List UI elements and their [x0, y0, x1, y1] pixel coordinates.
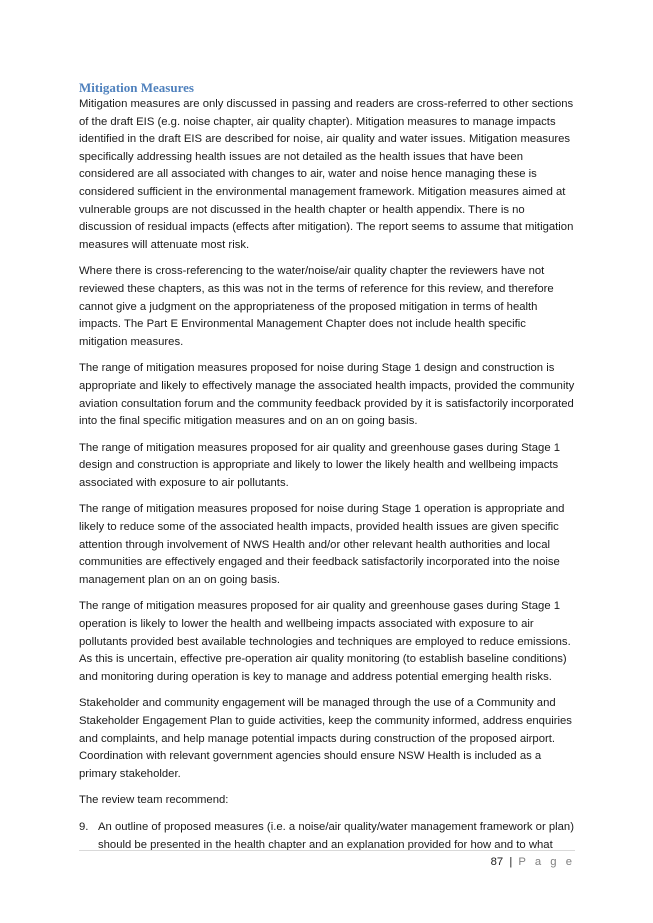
paragraph-1: Mitigation measures are only discussed in passing and readers are cross-referred to other sections of the draft EIS (e.g. noise chapter, air quality chapter). Mitigation measures to manage impacts identified in the draft EIS are described for noise, air quality and water issues. Mitigation measures specifically addressing health issues are not detailed as the health issues that have been considered are all associated with changes to air, water and noise hence managing these is considered sufficient in the environmental management framework. Mitigation measures aimed at vulnerable groups are not discussed in the health chapter or health appendix. There is no discussion of residual impacts (effects after mitigation). The report seems to assume that mitigation measures will attenuate most risk.: [79, 98, 574, 251]
paragraph-4: The range of mitigation measures proposed for air quality and greenhouse gases during Stage 1 design and construction is appropriate and likely to lower the likely health and wellbeing impacts associated with exposure to air pollutants.: [79, 441, 561, 489]
paragraph-5: The range of mitigation measures proposed for noise during Stage 1 operation is appropriate and likely to reduce some of the associated health impacts, provided health issues are given specific attention through involvement of NWS Health and/or other relevant health authorities and local communities are effectively engaged and their feedback satisfactorily incorporated into the noise management plan on an on going basis.: [79, 503, 565, 586]
paragraph-2: Where there is cross-referencing to the water/noise/air quality chapter the reviewers have not reviewed these chapters, as this was not in the terms of reference for this review, and therefore cannot give a judgment on the appropriateness of the proposed mitigation in terms of health impacts. The Part E Environmental Management Chapter does not include health specific mitigation measures.: [79, 265, 554, 348]
page-content: [79, 79, 575, 854]
recommend-intro: The review team recommend:: [79, 794, 229, 807]
footer-divider: [79, 850, 575, 851]
paragraph-3: The range of mitigation measures proposed for noise during Stage 1 design and construction is appropriate and likely to effectively manage the associated health impacts, provided the community aviation consultation forum and the community feedback provided by it is satisfactorily incorporated into the final specific mitigation measures and on an on going basis.: [79, 362, 575, 428]
paragraph-7: Stakeholder and community engagement will be managed through the use of a Community and Stakeholder Engagement Plan to guide activities, keep the community informed, address enquiries and complaints, and help manage potential impacts during construction of the proposed airport. Coordination with relevant government agencies should ensure NSW Health is included as a primary stakeholder.: [79, 697, 572, 780]
recommendations-list: [79, 819, 575, 854]
recommendation-text: An outline of proposed measures (i.e. a noise/air quality/water management framework or plan) should be presented in the health chapter and an explanation provided for how and to what: [98, 820, 574, 851]
page-number: 87: [490, 856, 504, 868]
recommendation-number: 9.: [79, 820, 89, 833]
page-label: P a g e: [518, 856, 575, 868]
footer-separator: |: [509, 856, 513, 868]
paragraph-6: The range of mitigation measures proposed for air quality and greenhouse gases during Stage 1 operation is likely to lower the health and wellbeing impacts associated with exposure to air pollutants provided best available technologies and techniques are employed to reduce emissions. As this is uncertain, effective pre-operation air quality monitoring (to establish baseline conditions) and monitoring during operation is key to manage and address potential emerging health risks.: [79, 600, 571, 683]
section-heading: Mitigation Measures: [79, 80, 194, 95]
page-footer: [491, 855, 575, 869]
recommendation-item: [79, 819, 575, 854]
